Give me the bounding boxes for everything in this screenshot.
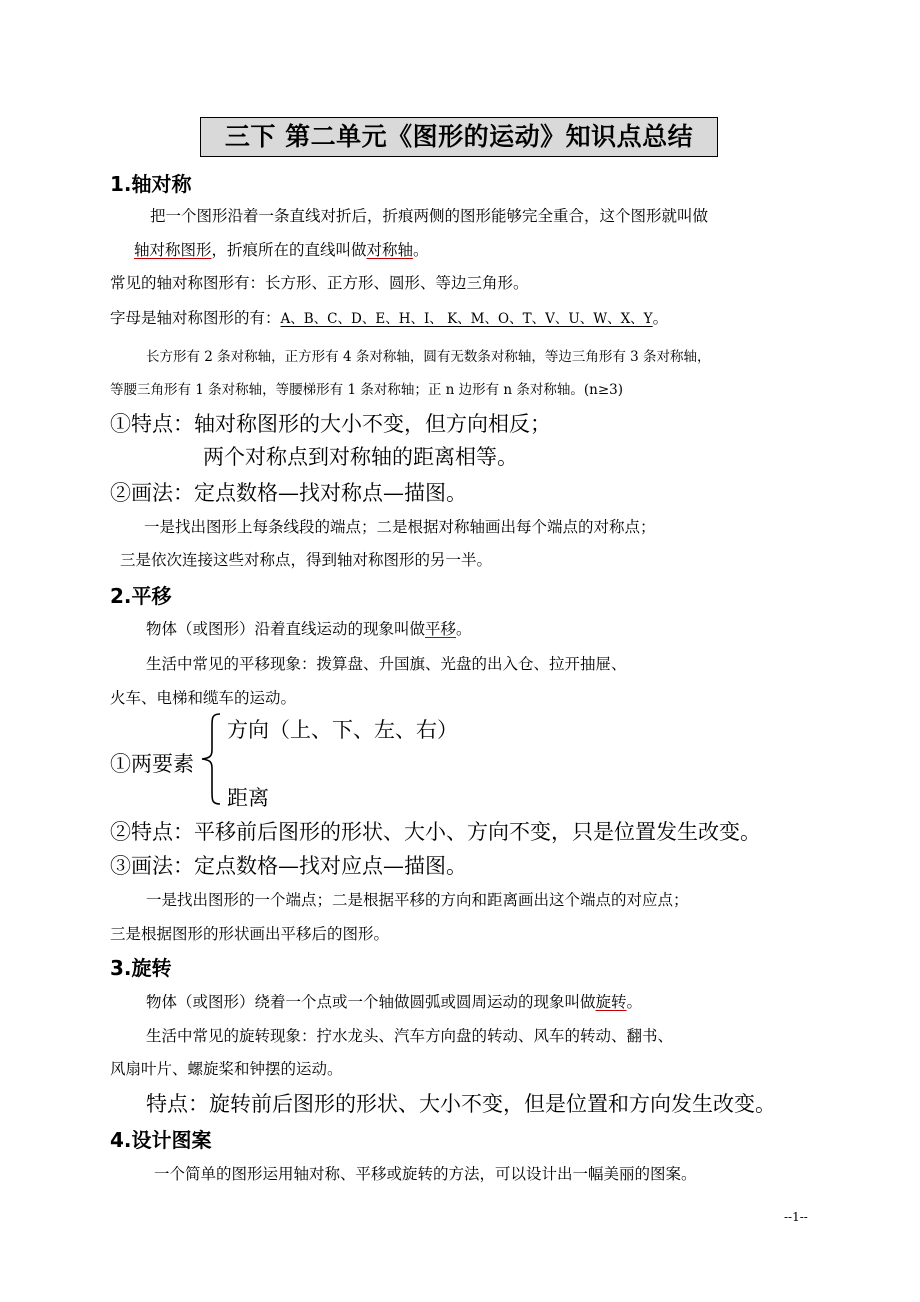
symmetric-letters-label: 字母是轴对称图形的有：: [110, 309, 281, 327]
page-number: --1--: [784, 1210, 808, 1224]
axis-feature-line1: ①特点：轴对称图形的大小不变，但方向相反；: [110, 412, 551, 436]
axis-steps-line2: 三是依次连接这些对称点，得到轴对称图形的另一半。: [120, 551, 493, 569]
pattern-design-text: 一个简单的图形运用轴对称、平移或旋转的方法，可以设计出一幅美丽的图案。: [154, 1165, 697, 1183]
term-rotation: 旋转: [595, 993, 627, 1011]
rotation-feature: 特点：旋转前后图形的形状、大小不变，但是位置和方向发生改变。: [146, 1092, 776, 1116]
translation-element-direction: 方向（上、下、左、右）: [227, 718, 458, 742]
term-axis-symmetric-figure: 轴对称图形: [134, 241, 212, 259]
rotation-life-line1: 生活中常见的旋转现象：拧水龙头、汽车方向盘的转动、风车的转动、翻书、: [146, 1027, 674, 1045]
page-title: 三下 第二单元《图形的运动》知识点总结: [200, 117, 718, 157]
axis-feature-line2: 两个对称点到对称轴的距离相等。: [203, 445, 518, 469]
section-heading-rotation: 3.旋转: [110, 956, 172, 980]
translation-definition-text: 物体（或图形）沿着直线运动的现象叫做: [146, 620, 426, 638]
section-heading-axis-symmetry: 1.轴对称: [110, 172, 192, 196]
translation-definition: [146, 617, 472, 639]
axis-definition-line1: 把一个图形沿着一条直线对折后，折痕两侧的图形能够完全重合，这个图形就叫做: [150, 207, 709, 225]
axis-drawing-method: ②画法：定点数格—找对称点—描图。: [110, 481, 467, 505]
translation-element-distance: 距离: [227, 786, 269, 810]
rotation-definition: [146, 990, 642, 1012]
curly-brace-icon: [198, 712, 226, 806]
axis-count-line2: 等腰三角形有 1 条对称轴，等腰梯形有 1 条对称轴；正 n 边形有 n 条对称轴。(n≥3): [110, 382, 624, 398]
common-symmetric-figures: 常见的轴对称图形有：长方形、正方形、圆形、等边三角形。: [110, 274, 529, 292]
symmetric-letters: [110, 306, 668, 328]
axis-definition-mid: ，折痕所在的直线叫做: [211, 241, 367, 259]
rotation-definition-text: 物体（或图形）绕着一个点或一个轴做圆弧或圆周运动的现象叫做: [146, 993, 596, 1011]
rotation-life-line2: 风扇叶片、螺旋桨和钟摆的运动。: [110, 1060, 343, 1078]
section-heading-pattern-design: 4.设计图案: [110, 1128, 212, 1152]
axis-steps-line1: 一是找出图形上每条线段的端点；二是根据对称轴画出每个端点的对称点；: [144, 518, 656, 536]
term-translation: 平移: [425, 620, 457, 638]
term-symmetry-axis: 对称轴: [366, 241, 414, 259]
translation-definition-end: 。: [456, 620, 472, 638]
translation-steps-line1: 一是找出图形的一个端点；二是根据平移的方向和距离画出这个端点的对应点；: [146, 891, 689, 909]
axis-definition-line2: [134, 238, 429, 260]
translation-steps-line2: 三是根据图形的形状画出平移后的图形。: [110, 925, 390, 943]
axis-count-line1: 长方形有 2 条对称轴，正方形有 4 条对称轴，圆有无数条对称轴，等边三角形有 3 条对称轴，: [146, 349, 711, 365]
rotation-definition-end: 。: [626, 993, 643, 1011]
translation-two-elements-label: ①两要素: [110, 752, 194, 776]
symmetric-letters-end: 。: [652, 309, 669, 327]
section-heading-translation: 2.平移: [110, 584, 172, 608]
translation-life-line1: 生活中常见的平移现象：拨算盘、升国旗、光盘的出入仓、拉开抽屉、: [146, 655, 627, 673]
translation-life-line2: 火车、电梯和缆车的运动。: [110, 689, 297, 707]
axis-definition-end: 。: [413, 241, 429, 259]
symmetric-letters-list: A、B、C、D、E、H、I、 K、M、O、T、V、U、W、X、Y: [280, 311, 653, 327]
translation-feature: ②特点：平移前后图形的形状、大小、方向不变，只是位置发生改变。: [110, 820, 761, 844]
translation-drawing-method: ③画法：定点数格—找对应点—描图。: [110, 854, 467, 878]
